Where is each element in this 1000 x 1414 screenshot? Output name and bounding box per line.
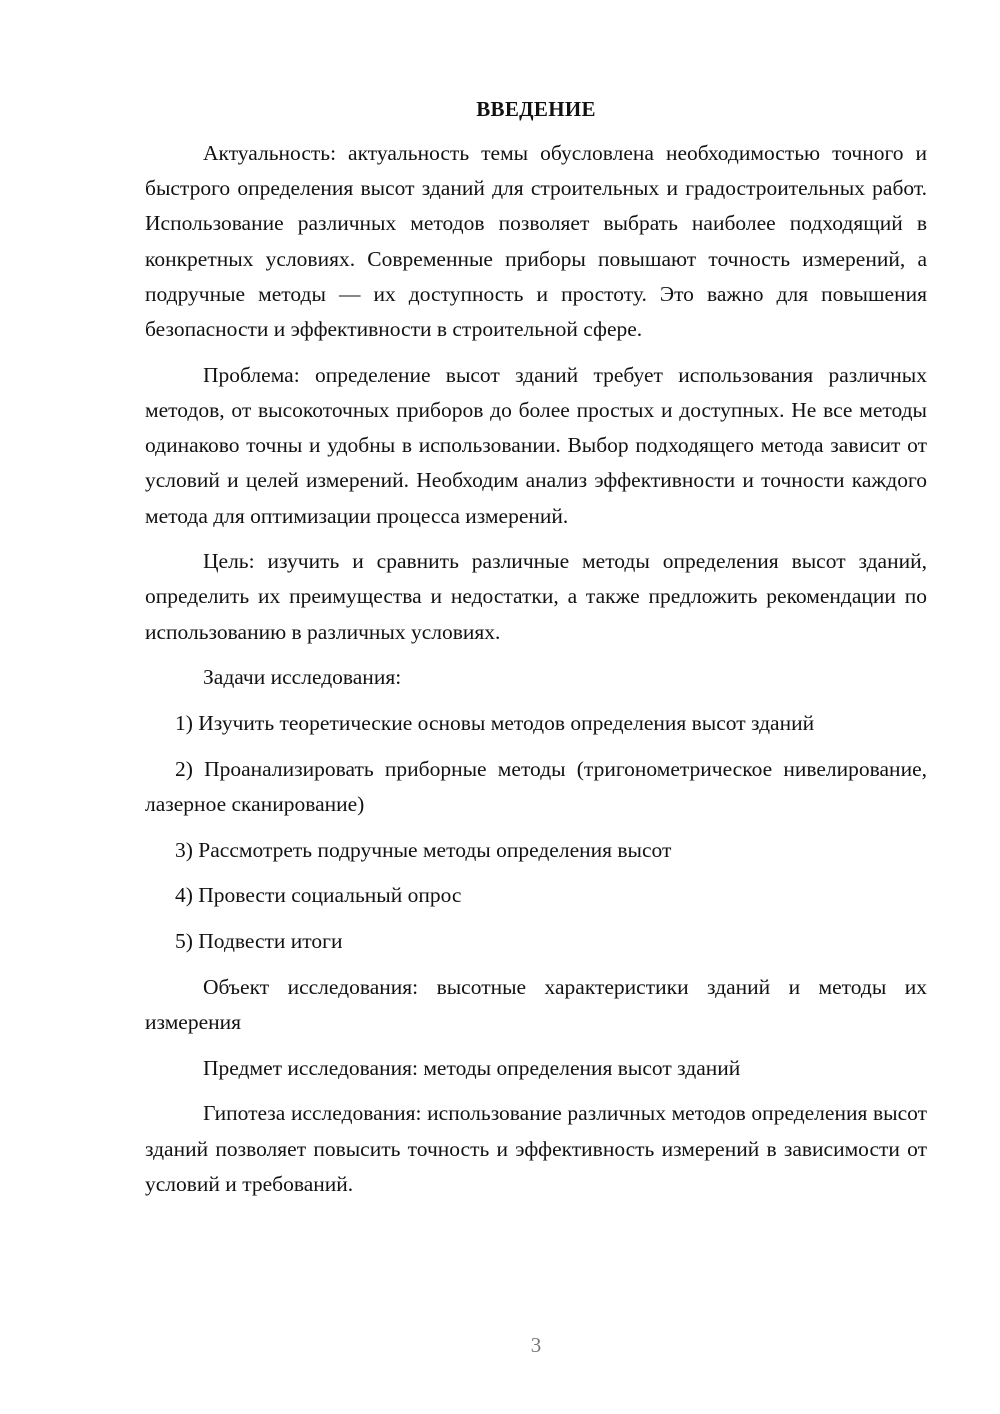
paragraph-subject: Предмет исследования: методы определения высот зданий: [203, 1055, 741, 1080]
paragraph-relevance: Актуальность: актуальность темы обусловлена необходимостью точного и быстрого определения высот зданий для строительных и градостроительных работ. Использование различных методов позволяет выбрать наиболее подходящий в конкретных условиях. Современные приборы повышают точность измерений, а подручные методы — их доступность и простоту. Это важно для повышения безопасности и эффективности в строительной сфере.: [145, 141, 927, 342]
paragraph-goal: Цель: изучить и сравнить различные методы определения высот зданий, определить их преимущества и недостатки, а также предложить рекомендации по использованию в различных условиях.: [145, 549, 927, 644]
page-number: 3: [530, 1333, 542, 1357]
task-item-3: 3) Рассмотреть подручные методы определения высот: [175, 837, 672, 862]
task-item-5: 5) Подвести итоги: [175, 929, 343, 954]
task-item-4: 4) Провести социальный опрос: [175, 883, 462, 908]
paragraph-object: Объект исследования: высотные характеристики зданий и методы их измерения: [145, 974, 927, 1034]
paragraph-problem: Проблема: определение высот зданий требует использования различных методов, от высокоточных приборов до более простых и доступных. Не все методы одинаково точны и удобны в использовании. Выбор подходящего метода зависит от условий и целей измерений. Необходим анализ эффективности и точности каждого метода для оптимизации процесса измерений.: [145, 362, 927, 528]
tasks-heading: Задачи исследования:: [203, 665, 402, 690]
document-page: [145, 92, 927, 1212]
paragraph-hypothesis: Гипотеза исследования: использование различных методов определения высот зданий позволяет повысить точность и эффективность измерений в зависимости от условий и требований.: [145, 1101, 927, 1196]
task-item-1: 1) Изучить теоретические основы методов определения высот зданий: [175, 711, 815, 736]
section-title: ВВЕДЕНИЕ: [476, 97, 596, 121]
task-item-2: 2) Проанализировать приборные методы (тригонометрическое нивелирование, лазерное сканирование): [145, 756, 927, 816]
